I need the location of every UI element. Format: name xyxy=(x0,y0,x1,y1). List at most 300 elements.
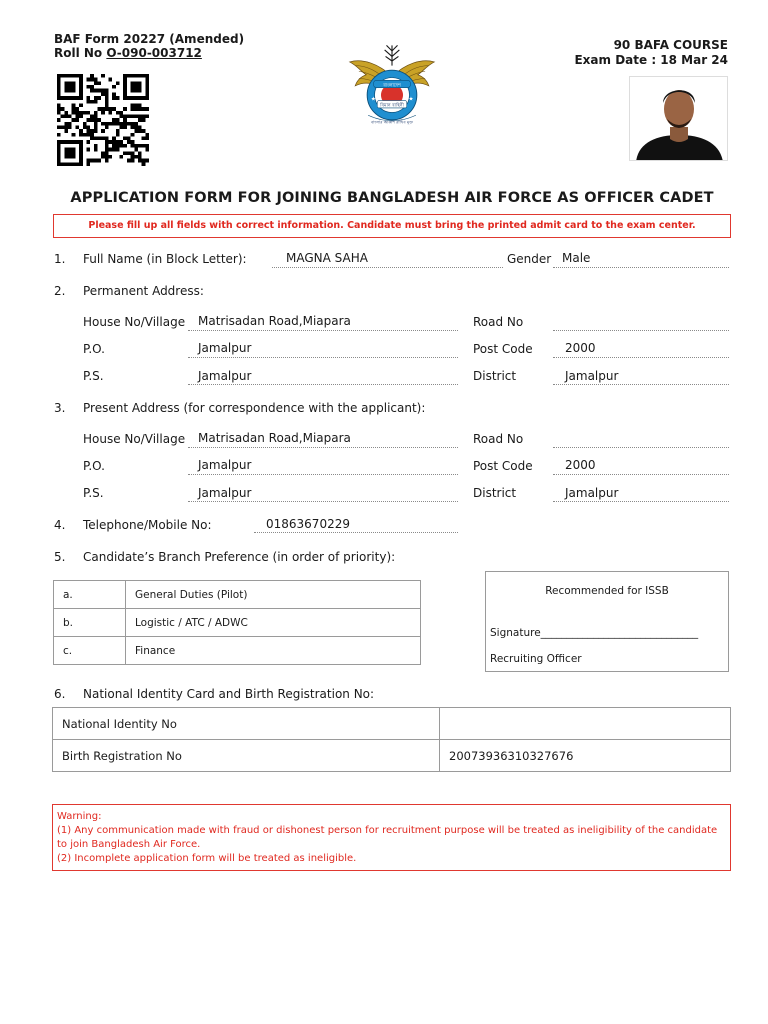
qr-module xyxy=(94,89,98,93)
perm-ps-value[interactable]: Jamalpur xyxy=(198,369,252,383)
roll-value: O-090-003712 xyxy=(106,46,202,60)
qr-module xyxy=(86,133,90,137)
qr-module xyxy=(145,137,149,141)
qr-module xyxy=(142,137,146,141)
qr-module xyxy=(57,81,61,85)
qr-module xyxy=(90,78,94,82)
qr-module xyxy=(57,155,61,159)
qr-module xyxy=(109,107,113,111)
qr-module xyxy=(105,159,109,163)
pres-po-underline xyxy=(188,474,458,475)
qr-module xyxy=(90,74,94,78)
qr-module xyxy=(105,122,109,126)
qr-module xyxy=(123,126,127,130)
qr-module xyxy=(145,81,149,85)
qr-module xyxy=(131,107,135,111)
qr-module xyxy=(97,137,101,141)
form-header-left xyxy=(54,32,244,60)
qr-module xyxy=(79,85,83,89)
qr-module xyxy=(97,96,101,100)
qr-module xyxy=(109,155,113,159)
birth-reg-label: Birth Registration No xyxy=(53,740,440,772)
qr-module xyxy=(68,155,72,159)
qr-module xyxy=(127,96,131,100)
qr-module xyxy=(75,126,79,130)
identity-label: National Identity Card and Birth Registration No: xyxy=(83,687,375,701)
qr-module xyxy=(94,114,98,118)
qr-module xyxy=(57,107,61,111)
qr-module xyxy=(83,126,87,130)
emblem-top-text: বাংলাদেশ xyxy=(383,83,401,89)
pres-po-value[interactable]: Jamalpur xyxy=(198,458,252,472)
qr-module xyxy=(79,140,83,144)
qr-module xyxy=(145,92,149,96)
qr-module xyxy=(138,126,142,130)
perm-po-value[interactable]: Jamalpur xyxy=(198,341,252,355)
qr-module xyxy=(116,133,120,137)
qr-module xyxy=(112,85,116,89)
qr-module xyxy=(123,122,127,126)
qr-module xyxy=(79,81,83,85)
qr-module xyxy=(105,126,109,130)
perm-ps-label: P.S. xyxy=(83,369,104,383)
qr-module xyxy=(145,85,149,89)
qr-module xyxy=(145,114,149,118)
qr-module xyxy=(134,96,138,100)
qr-module xyxy=(79,111,83,115)
perm-postcode-label: Post Code xyxy=(473,342,533,356)
qr-module xyxy=(75,140,79,144)
qr-module xyxy=(101,151,105,155)
qr-module xyxy=(123,81,127,85)
qr-module xyxy=(72,133,76,137)
identity-table xyxy=(52,707,731,772)
qr-module xyxy=(112,144,116,148)
qr-module xyxy=(138,114,142,118)
pres-road-label: Road No xyxy=(473,432,524,446)
qr-module xyxy=(64,151,68,155)
qr-module xyxy=(127,74,131,78)
pres-postcode-label: Post Code xyxy=(473,459,533,473)
qr-module xyxy=(75,111,79,115)
nid-value[interactable] xyxy=(440,708,731,740)
qr-module xyxy=(101,111,105,115)
qr-module xyxy=(138,96,142,100)
qr-module xyxy=(57,126,61,130)
qr-module xyxy=(101,122,105,126)
qr-module xyxy=(79,148,83,152)
qr-module xyxy=(94,96,98,100)
qr-module xyxy=(94,144,98,148)
pres-district-underline xyxy=(553,501,729,502)
qr-module xyxy=(142,159,146,163)
qr-module xyxy=(105,155,109,159)
branch-preference-table xyxy=(53,580,421,665)
qr-module xyxy=(94,159,98,163)
roll-number xyxy=(54,46,244,60)
qr-module xyxy=(90,89,94,93)
qr-module xyxy=(145,89,149,93)
qr-module xyxy=(86,140,90,144)
perm-po-label: P.O. xyxy=(83,342,105,356)
qr-module xyxy=(131,126,135,130)
pref-branch: Finance xyxy=(126,637,421,665)
qr-module xyxy=(79,162,83,166)
qr-module xyxy=(72,107,76,111)
qr-module xyxy=(116,111,120,115)
perm-house-label: House No/Village xyxy=(83,315,186,329)
qr-module xyxy=(123,89,127,93)
qr-module xyxy=(127,122,131,126)
qr-module xyxy=(131,122,135,126)
qr-module xyxy=(123,107,127,111)
birth-reg-value[interactable]: 20073936310327676 xyxy=(440,740,731,772)
qr-module xyxy=(90,100,94,104)
qr-module xyxy=(109,140,113,144)
qr-module xyxy=(127,159,131,163)
qr-module xyxy=(112,122,116,126)
qr-module xyxy=(86,162,90,166)
qr-module xyxy=(64,111,68,115)
qr-module xyxy=(134,85,138,89)
qr-module xyxy=(90,118,94,122)
table-row xyxy=(54,637,421,665)
qr-module xyxy=(138,81,142,85)
qr-module xyxy=(79,159,83,163)
phone-label: Telephone/Mobile No: xyxy=(83,518,212,532)
qr-module xyxy=(61,96,65,100)
qr-module xyxy=(61,162,65,166)
qr-module xyxy=(72,118,76,122)
svg-text:★: ★ xyxy=(370,96,376,103)
qr-module xyxy=(120,111,124,115)
qr-module xyxy=(68,126,72,130)
person-photo-icon xyxy=(630,77,728,161)
qr-module xyxy=(61,114,65,118)
qr-module xyxy=(64,140,68,144)
qr-module xyxy=(134,114,138,118)
perm-ps-underline xyxy=(188,384,458,385)
pres-postcode-underline xyxy=(553,474,729,475)
gender-value[interactable]: Male xyxy=(562,251,591,265)
qr-module xyxy=(145,74,149,78)
table-row xyxy=(54,581,421,609)
emblem-motto-text: বাংলার আকাশ রাখিব মুক্ত xyxy=(370,119,414,125)
qr-module xyxy=(134,107,138,111)
qr-module xyxy=(64,114,68,118)
table-row xyxy=(53,708,731,740)
qr-module xyxy=(86,111,90,115)
qr-module xyxy=(57,148,61,152)
qr-module xyxy=(68,122,72,126)
qr-module xyxy=(145,96,149,100)
form-header-right xyxy=(574,38,728,68)
qr-module xyxy=(127,114,131,118)
qr-module xyxy=(142,118,146,122)
qr-module xyxy=(145,133,149,137)
qr-module xyxy=(116,118,120,122)
section-1-number: 1. xyxy=(54,252,66,266)
qr-module xyxy=(127,151,131,155)
qr-module xyxy=(138,155,142,159)
phone-value[interactable]: 01863670229 xyxy=(266,517,350,531)
qr-module xyxy=(123,85,127,89)
qr-module xyxy=(142,144,146,148)
qr-module xyxy=(123,118,127,122)
qr-module xyxy=(145,78,149,82)
qr-module xyxy=(101,107,105,111)
qr-module xyxy=(131,144,135,148)
qr-module xyxy=(57,159,61,163)
qr-module xyxy=(68,151,72,155)
qr-module xyxy=(68,74,72,78)
qr-module xyxy=(90,85,94,89)
pres-district-label: District xyxy=(473,486,517,500)
qr-module xyxy=(75,107,79,111)
qr-module xyxy=(123,96,127,100)
perm-house-underline xyxy=(188,330,458,331)
qr-module xyxy=(83,133,87,137)
qr-module xyxy=(90,133,94,137)
pres-district-value[interactable]: Jamalpur xyxy=(565,486,619,500)
qr-module xyxy=(75,114,79,118)
section-5-number: 5. xyxy=(54,550,66,564)
qr-module xyxy=(105,148,109,152)
qr-module xyxy=(57,144,61,148)
qr-module xyxy=(68,96,72,100)
qr-module xyxy=(86,78,90,82)
qr-module xyxy=(86,85,90,89)
instruction-notice: Please fill up all fields with correct information. Candidate must bring the printed admit card to the exam center. xyxy=(53,214,731,238)
qr-module xyxy=(64,155,68,159)
qr-module xyxy=(134,103,138,107)
qr-module xyxy=(94,129,98,133)
qr-module xyxy=(105,96,109,100)
perm-postcode-underline xyxy=(553,357,729,358)
qr-module xyxy=(138,85,142,89)
qr-module xyxy=(120,126,124,130)
qr-module xyxy=(64,81,68,85)
table-row xyxy=(54,609,421,637)
pref-index: a. xyxy=(54,581,126,609)
perm-po-underline xyxy=(188,357,458,358)
full-name-underline xyxy=(272,267,503,268)
qr-module xyxy=(138,103,142,107)
air-force-emblem-icon xyxy=(346,38,438,130)
qr-module xyxy=(112,140,116,144)
qr-module xyxy=(79,92,83,96)
qr-module xyxy=(64,74,68,78)
warning-line-1: (1) Any communication made with fraud or dishonest person for recruitment purpose will be treated as ineligibility of the candidate to join Bangladesh Air Force. xyxy=(57,825,718,850)
qr-module xyxy=(145,144,149,148)
qr-module xyxy=(97,159,101,163)
qr-module xyxy=(64,129,68,133)
qr-module xyxy=(75,74,79,78)
qr-module xyxy=(138,159,142,163)
qr-module xyxy=(79,78,83,82)
qr-module xyxy=(94,137,98,141)
qr-module xyxy=(86,148,90,152)
qr-module xyxy=(101,74,105,78)
qr-module xyxy=(134,122,138,126)
warning-line-2: (2) Incomplete application form will be treated as ineligible. xyxy=(57,853,357,864)
qr-module xyxy=(64,96,68,100)
pres-ps-label: P.S. xyxy=(83,486,104,500)
qr-module xyxy=(131,103,135,107)
qr-module xyxy=(72,81,76,85)
signature-line: Signature______________________________ xyxy=(490,627,699,639)
qr-module xyxy=(72,85,76,89)
qr-module xyxy=(57,96,61,100)
qr-module xyxy=(94,126,98,130)
qr-module xyxy=(112,96,116,100)
qr-module xyxy=(134,89,138,93)
qr-module xyxy=(120,155,124,159)
page-title: APPLICATION FORM FOR JOINING BANGLADESH AIR FORCE AS OFFICER CADET xyxy=(70,190,714,206)
qr-module xyxy=(90,137,94,141)
qr-module xyxy=(97,81,101,85)
qr-module xyxy=(134,155,138,159)
exam-date: Exam Date : 18 Mar 24 xyxy=(574,53,728,67)
qr-module xyxy=(72,140,76,144)
pres-house-label: House No/Village xyxy=(83,432,186,446)
qr-module xyxy=(101,129,105,133)
perm-road-underline xyxy=(553,330,729,331)
qr-module xyxy=(112,148,116,152)
emblem-band-text: বিমান বাহিনী xyxy=(380,103,404,109)
qr-module xyxy=(61,74,65,78)
qr-module xyxy=(131,151,135,155)
qr-module xyxy=(57,162,61,166)
qr-module xyxy=(131,89,135,93)
roll-label: Roll No xyxy=(54,46,107,60)
qr-module xyxy=(86,129,90,133)
qr-module xyxy=(57,74,61,78)
qr-module xyxy=(97,107,101,111)
qr-module xyxy=(68,140,72,144)
qr-module xyxy=(138,118,142,122)
gender-label: Gender xyxy=(507,252,552,266)
qr-module xyxy=(145,159,149,163)
qr-module xyxy=(64,148,68,152)
qr-module xyxy=(116,96,120,100)
qr-module xyxy=(57,111,61,115)
qr-module xyxy=(145,107,149,111)
qr-module xyxy=(72,151,76,155)
pres-postcode-value[interactable]: 2000 xyxy=(565,458,596,472)
qr-module xyxy=(101,137,105,141)
pres-road-underline xyxy=(553,447,729,448)
qr-module xyxy=(68,81,72,85)
qr-module xyxy=(123,92,127,96)
qr-module xyxy=(134,74,138,78)
qr-module xyxy=(105,144,109,148)
qr-module xyxy=(112,118,116,122)
permanent-address-label: Permanent Address: xyxy=(83,284,204,298)
qr-module xyxy=(131,85,135,89)
qr-module xyxy=(142,162,146,166)
pres-po-label: P.O. xyxy=(83,459,105,473)
qr-module xyxy=(105,103,109,107)
qr-module xyxy=(131,133,135,137)
qr-module xyxy=(64,122,68,126)
svg-text:★: ★ xyxy=(408,96,414,103)
qr-module xyxy=(134,129,138,133)
qr-module xyxy=(116,148,120,152)
qr-module xyxy=(90,159,94,163)
qr-module xyxy=(83,111,87,115)
qr-module xyxy=(105,92,109,96)
qr-module xyxy=(134,81,138,85)
qr-module xyxy=(57,140,61,144)
qr-module xyxy=(86,118,90,122)
table-row xyxy=(53,740,731,772)
pres-ps-value[interactable]: Jamalpur xyxy=(198,486,252,500)
qr-module xyxy=(64,85,68,89)
qr-module xyxy=(72,103,76,107)
qr-module xyxy=(79,133,83,137)
qr-module xyxy=(120,144,124,148)
recruiting-officer-label: Recruiting Officer xyxy=(490,653,582,665)
qr-module xyxy=(79,129,83,133)
qr-module xyxy=(68,148,72,152)
qr-module xyxy=(97,89,101,93)
perm-house-value[interactable]: Matrisadan Road,Miapara xyxy=(198,314,351,328)
qr-module xyxy=(109,122,113,126)
qr-module xyxy=(79,114,83,118)
qr-module xyxy=(94,148,98,152)
qr-module xyxy=(138,144,142,148)
phone-underline xyxy=(254,532,458,533)
qr-module xyxy=(72,148,76,152)
warning-box xyxy=(52,804,731,871)
qr-module xyxy=(90,114,94,118)
perm-district-underline xyxy=(553,384,729,385)
qr-module xyxy=(75,162,79,166)
qr-module xyxy=(105,107,109,111)
qr-module xyxy=(123,144,127,148)
form-number: BAF Form 20227 (Amended) xyxy=(54,32,245,46)
qr-module xyxy=(57,78,61,82)
full-name-value[interactable]: MAGNA SAHA xyxy=(286,251,368,265)
qr-module xyxy=(138,107,142,111)
section-3-number: 3. xyxy=(54,401,66,415)
section-4-number: 4. xyxy=(54,518,66,532)
qr-module xyxy=(116,129,120,133)
qr-module xyxy=(79,144,83,148)
qr-module xyxy=(86,159,90,163)
qr-module xyxy=(123,78,127,82)
qr-module xyxy=(94,118,98,122)
qr-module xyxy=(72,89,76,93)
qr-module xyxy=(64,89,68,93)
qr-module xyxy=(57,133,61,137)
qr-module xyxy=(109,78,113,82)
qr-module xyxy=(79,155,83,159)
qr-module xyxy=(57,92,61,96)
perm-postcode-value[interactable]: 2000 xyxy=(565,341,596,355)
pres-house-value[interactable]: Matrisadan Road,Miapara xyxy=(198,431,351,445)
qr-code-icon xyxy=(54,74,152,166)
qr-module xyxy=(131,81,135,85)
qr-module xyxy=(134,126,138,130)
qr-module xyxy=(57,118,61,122)
warning-title: Warning: xyxy=(57,811,102,822)
qr-module xyxy=(120,114,124,118)
nid-label: National Identity No xyxy=(53,708,440,740)
qr-module xyxy=(75,96,79,100)
perm-district-value[interactable]: Jamalpur xyxy=(565,369,619,383)
